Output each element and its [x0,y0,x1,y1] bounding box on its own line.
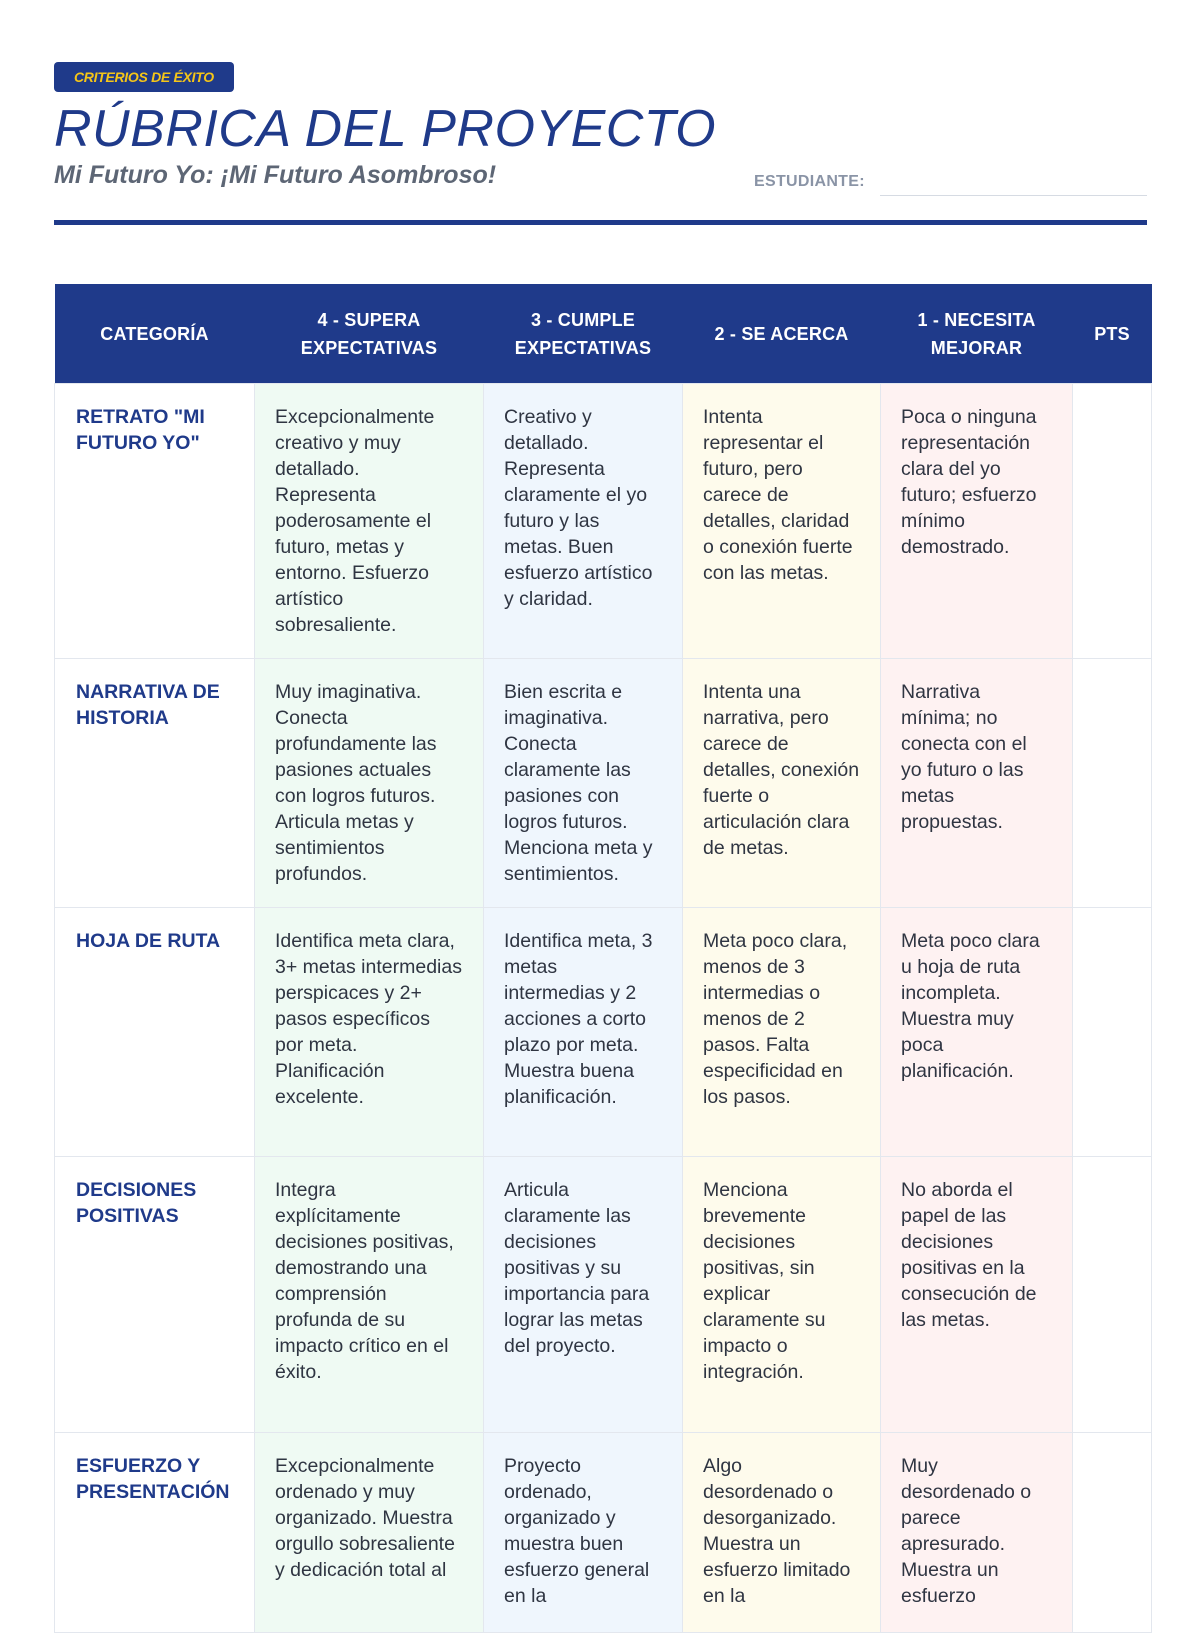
row-category: DECISIONES POSITIVAS [55,1157,255,1433]
cell-level-2: Menciona brevemente decisiones positivas, sin explicar claramente su impacto o integración. [683,1157,881,1433]
header-divider [54,220,1147,225]
student-label: ESTUDIANTE: [754,173,865,190]
table-row [55,1157,1152,1433]
cell-level-1: No aborda el papel de las decisiones positivas en la consecución de las metas. [881,1157,1073,1433]
cell-level-3: Creativo y detallado. Representa claramente el yo futuro y las metas. Buen esfuerzo artístico y claridad. [484,384,683,659]
table-row [55,908,1152,1157]
header-category: CATEGORÍA [55,284,255,384]
cell-level-2: Meta poco clara, menos de 3 intermedias o menos de 2 pasos. Falta especificidad en los pasos. [683,908,881,1157]
page-title: RÚBRICA DEL PROYECTO [54,100,717,158]
cell-level-4: Identifica meta clara, 3+ metas intermedias perspicaces y 2+ pasos específicos por meta. Planificación excelente. [255,908,484,1157]
cell-level-4: Excepcionalmente ordenado y muy organizado. Muestra orgullo sobresaliente y dedicación total al [255,1433,484,1633]
cell-level-2: Intenta representar el futuro, pero carece de detalles, claridad o conexión fuerte con las metas. [683,384,881,659]
cell-level-4: Integra explícitamente decisiones positivas, demostrando una comprensión profunda de su impacto crítico en el éxito. [255,1157,484,1433]
header-level-4: 4 - SUPERA EXPECTATIVAS [255,284,484,384]
row-category: ESFUERZO Y PRESENTACIÓN [55,1433,255,1633]
row-category: RETRATO "MI FUTURO YO" [55,384,255,659]
table-row [55,659,1152,908]
rubric-table [54,284,1152,1633]
cell-level-1: Muy desordenado o parece apresurado. Muestra un esfuerzo [881,1433,1073,1633]
cell-points[interactable] [1073,1157,1152,1433]
cell-level-4: Muy imaginativa. Conecta profundamente las pasiones actuales con logros futuros. Articula metas y sentimientos profundos. [255,659,484,908]
cell-level-3: Articula claramente las decisiones positivas y su importancia para lograr las metas del proyecto. [484,1157,683,1433]
student-name-field[interactable] [880,195,1147,196]
cell-level-1: Poca o ninguna representación clara del yo futuro; esfuerzo mínimo demostrado. [881,384,1073,659]
cell-points[interactable] [1073,908,1152,1157]
subtitle-row [54,161,1147,201]
cell-level-3: Proyecto ordenado, organizado y muestra buen esfuerzo general en la [484,1433,683,1633]
header-level-3: 3 - CUMPLE EXPECTATIVAS [484,284,683,384]
cell-points[interactable] [1073,1433,1152,1633]
table-row [55,384,1152,659]
table-header-row [55,284,1152,384]
rubric-header [54,62,1147,225]
table-row [55,1433,1152,1633]
row-category: HOJA DE RUTA [55,908,255,1157]
section-badge: CRITERIOS DE ÉXITO [54,62,234,92]
page-subtitle: Mi Futuro Yo: ¡Mi Futuro Asombroso! [54,161,497,189]
cell-level-1: Meta poco clara u hoja de ruta incompleta. Muestra muy poca planificación. [881,908,1073,1157]
header-points: PTS [1073,284,1152,384]
header-level-2: 2 - SE ACERCA [683,284,881,384]
cell-level-2: Intenta una narrativa, pero carece de detalles, conexión fuerte o articulación clara de metas. [683,659,881,908]
cell-level-3: Identifica meta, 3 metas intermedias y 2 acciones a corto plazo por meta. Muestra buena planificación. [484,908,683,1157]
cell-level-1: Narrativa mínima; no conecta con el yo futuro o las metas propuestas. [881,659,1073,908]
cell-level-2: Algo desordenado o desorganizado. Muestra un esfuerzo limitado en la [683,1433,881,1633]
cell-level-3: Bien escrita e imaginativa. Conecta claramente las pasiones con logros futuros. Menciona meta y sentimientos. [484,659,683,908]
cell-points[interactable] [1073,384,1152,659]
cell-level-4: Excepcionalmente creativo y muy detallado. Representa poderosamente el futuro, metas y entorno. Esfuerzo artístico sobresaliente. [255,384,484,659]
cell-points[interactable] [1073,659,1152,908]
header-level-1: 1 - NECESITA MEJORAR [881,284,1073,384]
row-category: NARRATIVA DE HISTORIA [55,659,255,908]
